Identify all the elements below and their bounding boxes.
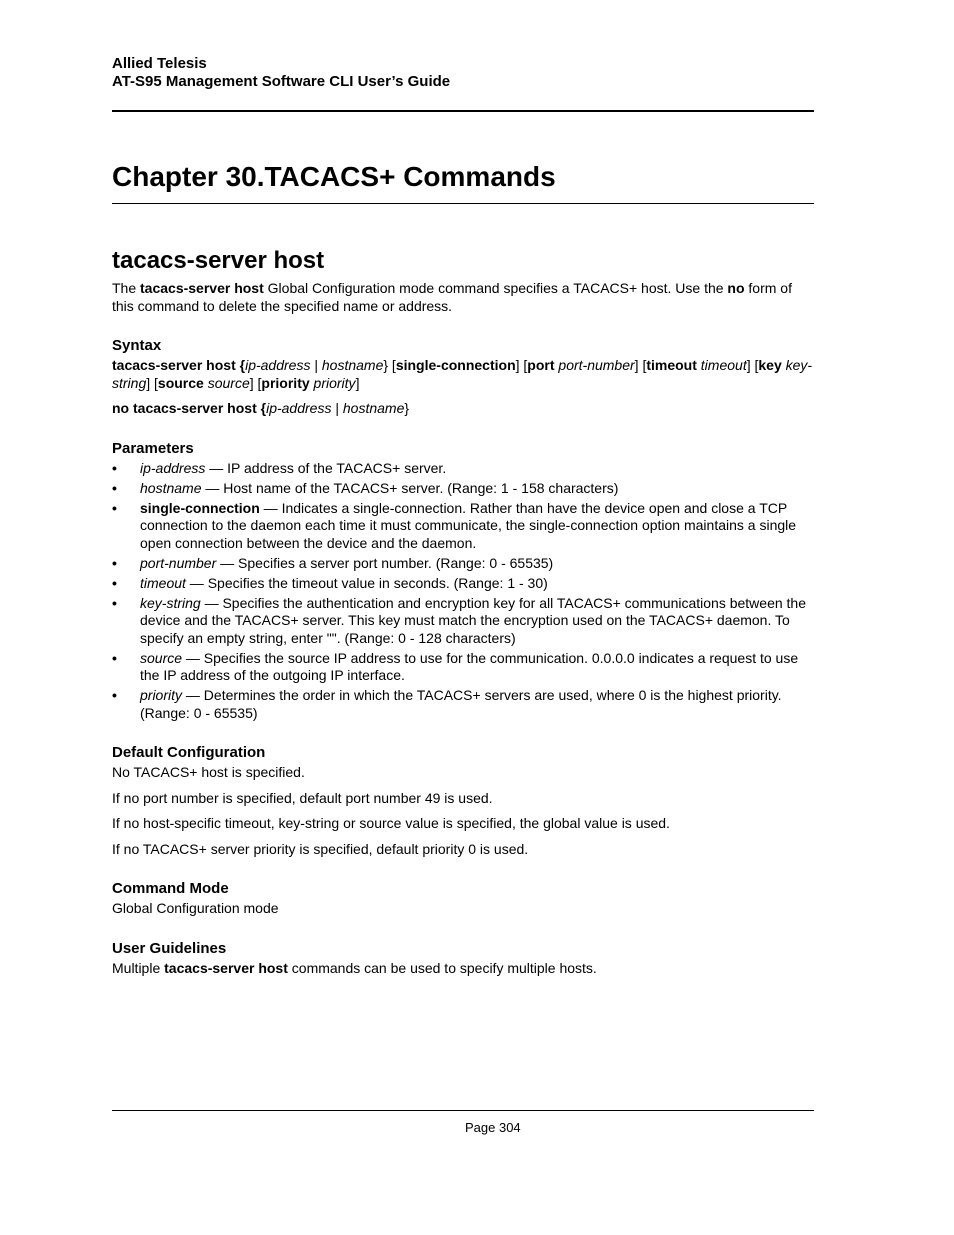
syntax-token: ] [ <box>515 357 528 373</box>
section-title: tacacs-server host <box>112 247 325 274</box>
syntax-token: priority <box>261 374 310 391</box>
bullet-icon: • <box>112 459 117 476</box>
syntax-token: ip-address <box>266 400 332 416</box>
parameter-term: ip-address <box>140 459 206 476</box>
parameter-item <box>112 650 814 685</box>
guidelines-text-1: Multiple <box>112 959 165 976</box>
chapter-title: Chapter 30.TACACS+ Commands <box>112 161 556 192</box>
intro-command: tacacs-server host <box>140 280 264 296</box>
section-content <box>112 246 814 985</box>
syntax-token: key-string <box>112 357 813 391</box>
section-intro <box>112 280 814 315</box>
syntax-token: hostname <box>321 357 384 373</box>
syntax-token: port <box>527 357 555 373</box>
parameters-heading: Parameters <box>112 439 194 457</box>
running-header <box>112 55 450 91</box>
parameter-description: — Specifies the source IP address to use for the communication. 0.0.0.0 indicates a request to use the IP address of the outgoing IP interface. <box>140 649 799 683</box>
intro-no-keyword: no <box>727 280 745 296</box>
parameter-item <box>112 575 814 593</box>
bullet-icon: • <box>112 574 117 591</box>
command-mode-heading: Command Mode <box>112 880 229 897</box>
syntax-token: ] [ <box>746 357 759 373</box>
syntax-token: tacacs-server host { <box>112 357 246 373</box>
default-configuration-line: If no host-specific timeout, key-string or source value is specified, the global value is used. <box>112 815 670 831</box>
syntax-token: ] [ <box>146 374 158 391</box>
syntax-token: | <box>331 400 343 416</box>
default-configuration-heading: Default Configuration <box>112 744 266 761</box>
intro-text-1: The <box>112 280 141 296</box>
default-configuration-line: If no port number is specified, default port number 49 is used. <box>112 789 493 806</box>
header-rule <box>112 110 814 112</box>
page-number: Page 304 <box>465 1120 521 1135</box>
guidelines-command: tacacs-server host <box>164 959 288 976</box>
header-guide-title: AT-S95 Management Software CLI User’s Guide <box>112 73 451 90</box>
user-guidelines-text <box>112 960 814 978</box>
bullet-icon: • <box>112 687 117 703</box>
parameter-term: timeout <box>140 574 186 591</box>
bullet-icon: • <box>112 554 117 571</box>
syntax-token: port-number <box>558 357 635 373</box>
bullet-icon: • <box>112 649 117 666</box>
parameters-list <box>112 460 814 723</box>
intro-text-2: Global Configuration mode command specifies a TACACS+ host. Use the <box>263 280 728 296</box>
parameter-item <box>112 500 814 553</box>
bullet-icon: • <box>112 594 117 611</box>
syntax-line-1 <box>112 357 814 392</box>
user-guidelines-heading: User Guidelines <box>112 939 227 957</box>
footer-rule <box>112 1110 814 1111</box>
syntax-token: source <box>207 374 250 391</box>
syntax-token: ] <box>355 374 360 391</box>
syntax-token: } <box>404 400 410 416</box>
default-configuration-line: If no TACACS+ server priority is specified, default priority 0 is used. <box>112 840 529 857</box>
syntax-token: } [ <box>383 357 396 373</box>
parameter-term: priority <box>140 687 183 703</box>
syntax-token: hostname <box>342 400 405 416</box>
parameter-description: — Determines the order in which the TACACS+ servers are used, where 0 is the highest priority. (Range: 0 - 65535) <box>140 687 782 721</box>
guidelines-text-2: commands can be used to specify multiple hosts. <box>287 959 597 976</box>
syntax-token: key <box>758 357 782 373</box>
parameter-description: — IP address of the TACACS+ server. <box>205 459 447 476</box>
default-configuration-text <box>112 764 814 858</box>
syntax-token: timeout <box>646 357 697 373</box>
parameter-description: — Specifies the timeout value in seconds. (Range: 1 - 30) <box>185 574 548 591</box>
syntax-heading: Syntax <box>112 337 162 354</box>
parameter-item <box>112 480 814 498</box>
parameter-description: — Indicates a single-connection. Rather than have the device open and close a TCP connection to the daemon each time it must communicate, the single-connection option maintains a single open connection between the device and the daemon. <box>140 499 797 551</box>
parameter-term: single-connection <box>140 499 260 516</box>
intro-text-3: form of this command to delete the specified name or address. <box>112 280 792 314</box>
syntax-line-2 <box>112 400 814 418</box>
syntax-token: ip-address <box>245 357 311 373</box>
bullet-icon: • <box>112 479 117 496</box>
syntax-token: priority <box>313 374 356 391</box>
parameter-description: — Specifies a server port number. (Range: 0 - 65535) <box>216 554 554 571</box>
bullet-icon: • <box>112 499 117 516</box>
default-configuration-line: No TACACS+ host is specified. <box>112 764 305 780</box>
header-company: Allied Telesis <box>112 55 207 72</box>
parameter-item <box>112 595 814 648</box>
syntax-token: ] [ <box>634 357 647 373</box>
chapter-rule <box>112 203 814 204</box>
parameter-item <box>112 687 814 722</box>
parameter-term: hostname <box>140 479 202 496</box>
parameter-term: source <box>140 649 183 666</box>
parameter-term: port-number <box>140 554 217 571</box>
syntax-token: | <box>310 357 322 373</box>
parameter-item <box>112 555 814 573</box>
syntax-token: no tacacs-server host { <box>112 400 267 416</box>
syntax-token: source <box>157 374 204 391</box>
syntax-token: single-connection <box>395 357 516 373</box>
parameter-term: key-string <box>140 594 201 611</box>
parameter-description: — Host name of the TACACS+ server. (Range: 1 - 158 characters) <box>201 479 619 496</box>
command-mode-text: Global Configuration mode <box>112 900 279 916</box>
parameter-description: — Specifies the authentication and encryption key for all TACACS+ communications between the device and the TACACS+ server. This key must match the encryption used on the TACACS+ daemon. To specify an empty string, enter "". (Range: 0 - 128 characters) <box>140 594 806 646</box>
syntax-token: ] [ <box>249 374 262 391</box>
parameter-item <box>112 460 814 478</box>
syntax-token: timeout <box>700 357 747 373</box>
